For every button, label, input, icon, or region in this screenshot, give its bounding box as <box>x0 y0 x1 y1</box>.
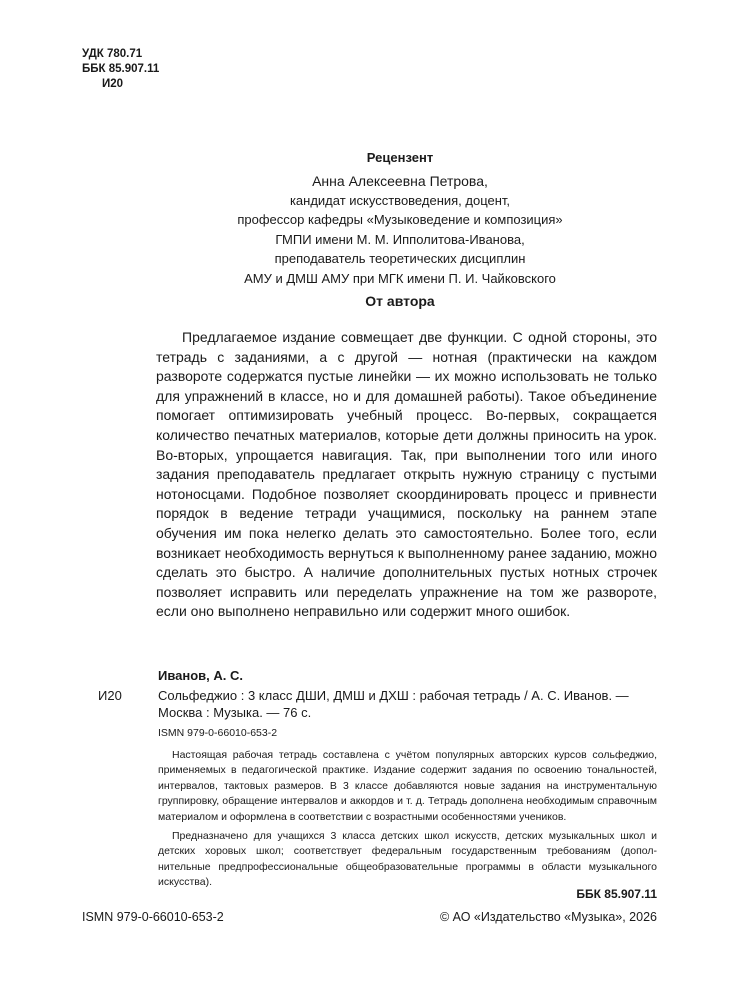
footer-copyright: © АО «Издательство «Музыка», 2026 <box>439 910 657 924</box>
author-mark: И20 <box>102 78 124 90</box>
udk-code: УДК 780.71 <box>82 48 143 60</box>
annotation <box>158 748 657 891</box>
annotation-paragraph: Предназначено для учащихся 3 класса детских школ искусств, детских музыкальных школ и детских хоровых школ; соответствует федеральным государственным требованиям (дополнительные предпрофессиональные общеобразовательные программы в области музыкального искусства). <box>158 830 657 889</box>
bbk-code: ББК 85.907.11 <box>82 63 160 75</box>
classification-codes <box>82 47 159 92</box>
reviewer-line: АМУ и ДМШ АМУ при МГК имени П. И. Чайковского <box>244 270 556 286</box>
record-index: И20 <box>98 688 122 703</box>
bibliographic-record <box>82 667 657 891</box>
record-ismn: ISMN 979-0-66010-653-2 <box>158 727 278 739</box>
record-description: Сольфеджио : 3 класс ДШИ, ДМШ и ДХШ : рабочая тетрадь / А. С. Иванов. — Москва : Музыка. — 76 с. <box>158 688 629 720</box>
bbk-code-bottom: ББК 85.907.11 <box>576 887 657 901</box>
reviewer-title: Рецензент <box>366 150 434 165</box>
reviewer-name: Анна Алексеевна Петрова, <box>312 172 488 189</box>
from-author-heading: От автора <box>365 293 435 309</box>
reviewer-line: ГМПИ имени М. М. Ипполитова-Иванова, <box>275 231 525 247</box>
from-author-paragraph: Предлагаемое издание совмещает две функции. С одной стороны, это тетрадь с заданиями, а с другой — нотная (практически на каждом развороте содержатся пустые линейки — их можно использовать не только для упражнений в классе, но и для домашней работы). Такое объединение помогает оптимизировать учебный процесс. Во-первых, сокращается количество печатных материалов, которые дети должны приносить на урок. Во-вторых, упрощается навигация. Так, при выполнении того или иного задания преподаватель предлагает открыть нужную страницу с пустыми нотоносцами. Подобное позволяет скоординировать процесс и привнести порядок в ведение тетради учащимися, поскольку на раннем этапе обучения им пока нелегко делать это самостоятельно. Более того, если возникает необходимость вернуться к выполненному ранее заданию, можно сделать это быстро. А наличие дополнительных пустых нотных строчек позволяет исправить или переделать упражнение на том же развороте, если оно выполнено неправильно или содержит много ошибок. <box>156 329 657 620</box>
reviewer-line: профессор кафедры «Музыковедение и композиция» <box>237 212 563 227</box>
record-author: Иванов, А. С. <box>158 668 244 683</box>
annotation-paragraph: Настоящая рабочая тетрадь составлена с учётом популярных авторских курсов сольфеджио, применяемых в педагогической практике. Издание содержит задания по освоению тональностей, интервалов, тактовых размеров. В 3 классе добавляются новые задания на инструментальную группировку, обращение интервалов и аккордов и т. д. Тетрадь дополнена необходимым справочным материалом и оформлена в соответствии с возрастными особенностями учеников. <box>158 749 657 823</box>
reviewer-line: кандидат искусствоведения, доцент, <box>289 192 511 208</box>
footer-ismn: ISMN 979-0-66010-653-2 <box>82 910 224 924</box>
record-row <box>82 687 657 721</box>
from-author-text <box>156 328 657 622</box>
reviewer-block <box>150 148 650 288</box>
reviewer-line: преподаватель теоретических дисциплин <box>274 251 526 266</box>
